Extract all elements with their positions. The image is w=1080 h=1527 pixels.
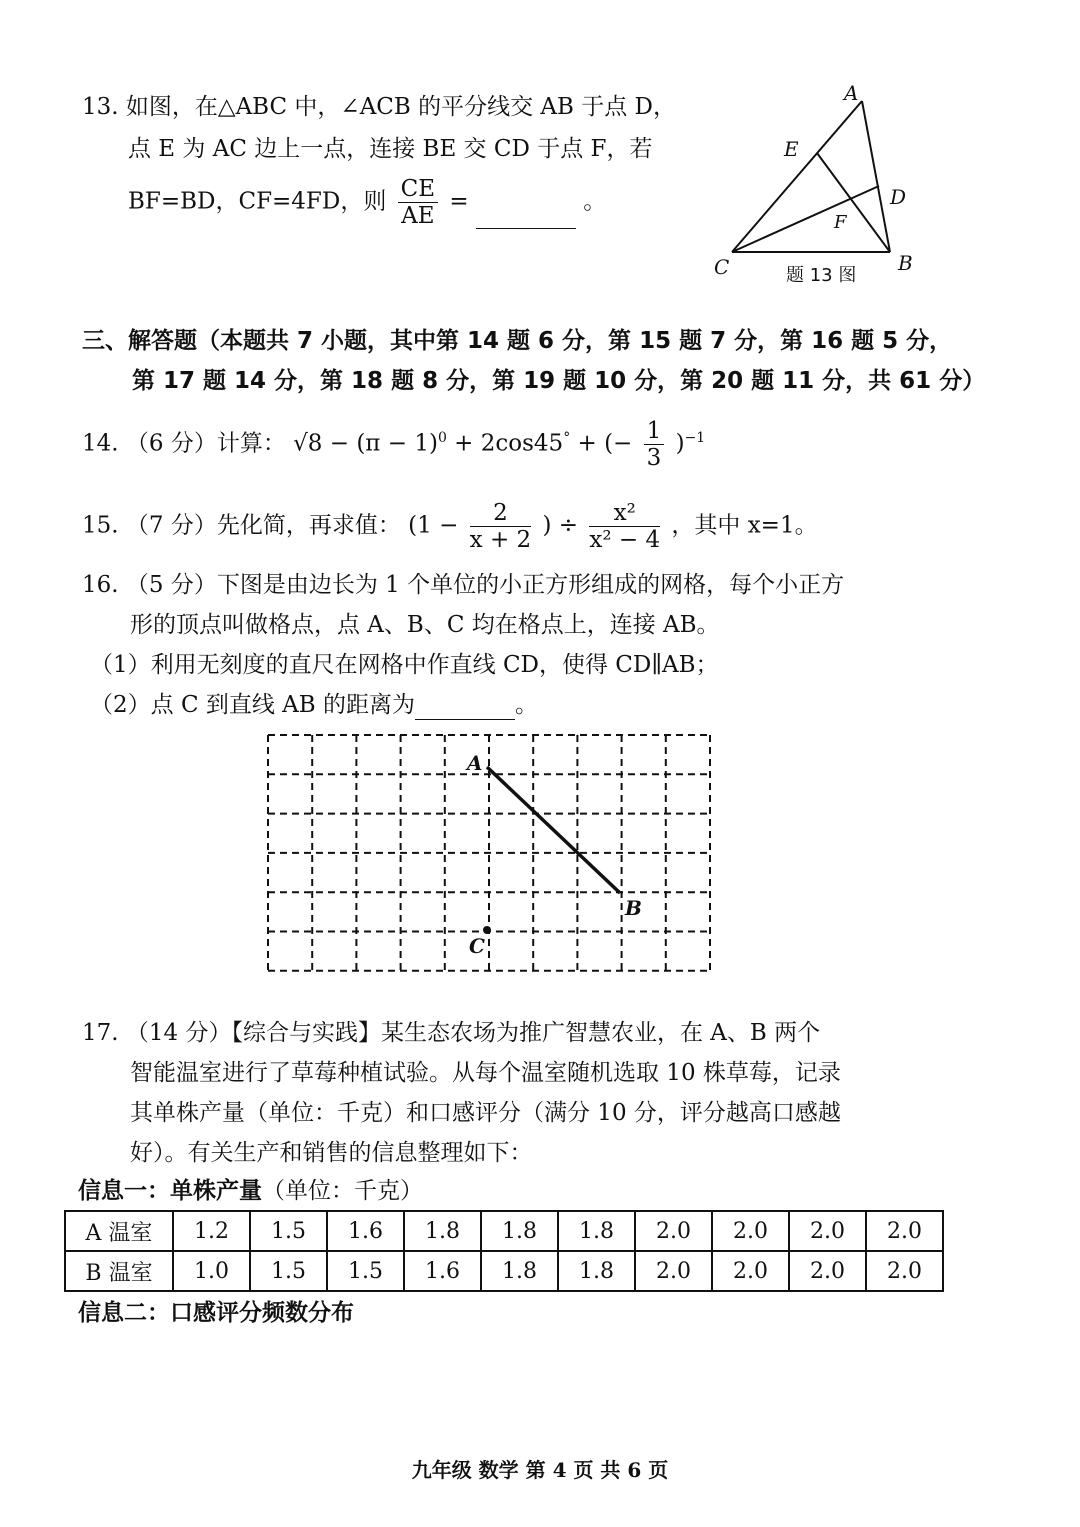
table-cell: 1.8 <box>558 1251 635 1291</box>
table-cell: 1.6 <box>327 1211 404 1251</box>
label-b: B <box>898 251 913 275</box>
q16-grid-figure <box>255 725 725 985</box>
label-a: A <box>844 81 859 105</box>
q15-prefix: 15. （7 分）先化简，再求值： <box>82 512 401 539</box>
segment-be <box>817 153 890 252</box>
label-c: C <box>714 255 730 279</box>
q17-line3: 其单株产量（单位：千克）和口感评分（满分 10 分，评分越高口感越 <box>130 1100 841 1126</box>
q13-condition: BF=BD，CF=4FD，则 <box>128 188 387 215</box>
q13-fraction <box>398 176 438 229</box>
table-cell: 2.0 <box>712 1211 789 1251</box>
info1-unit: （单位：千克） <box>262 1178 423 1204</box>
segment-cd <box>732 186 879 252</box>
table-row <box>65 1211 943 1251</box>
q13-line2: 点 E 为 AC 边上一点，连接 BE 交 CD 于点 F，若 <box>128 136 653 162</box>
q15-frac1-num: 2 <box>470 500 532 527</box>
q14-frac-num: 1 <box>644 418 665 445</box>
q14-exp-neg1: −1 <box>684 429 706 446</box>
table-cell: 1.8 <box>481 1211 558 1251</box>
q14-deg: ° <box>563 429 571 446</box>
table-cell: 1.5 <box>250 1211 327 1251</box>
q15 <box>82 500 818 553</box>
table-cell: 2.0 <box>635 1251 712 1291</box>
q15-suffix: ，其中 x=1。 <box>671 512 818 539</box>
q13-frac-den: AE <box>401 203 435 229</box>
page-footer: 九年级 数学 第 4 页 共 6 页 <box>411 1458 669 1482</box>
table-cell: 2.0 <box>789 1251 866 1291</box>
point-c <box>483 926 491 934</box>
q15-frac1-den: x + 2 <box>469 527 532 553</box>
table-cell: 2.0 <box>712 1251 789 1291</box>
q13-line3 <box>128 176 606 229</box>
side-ab <box>862 101 890 252</box>
table-cell: 1.8 <box>404 1211 481 1251</box>
q14-expr-b: + 2cos45 <box>454 430 564 457</box>
q14-expr-d: ) <box>675 430 685 457</box>
table-row <box>65 1251 943 1291</box>
table-cell: 1.5 <box>250 1251 327 1291</box>
q13-answer-blank[interactable] <box>476 206 576 229</box>
grid-label-c: C <box>469 934 485 958</box>
q13-period: 。 <box>583 188 607 215</box>
grid-label-a: A <box>467 751 483 775</box>
table-cell: 2.0 <box>866 1211 943 1251</box>
q14-fraction <box>644 418 665 471</box>
q16-period: 。 <box>515 692 538 718</box>
q15-frac2-num: x² <box>589 500 660 527</box>
q14-expr-c: + (− <box>577 430 633 457</box>
table-cell: 1.5 <box>327 1251 404 1291</box>
q16-line1: 16. （5 分）下图是由边长为 1 个单位的小正方形组成的网格，每个小正方 <box>82 572 845 598</box>
label-f: F <box>834 212 847 233</box>
q13-equals: = <box>449 188 469 215</box>
q17-info1 <box>78 1176 423 1206</box>
q17-line4: 好）。有关生产和销售的信息整理如下： <box>130 1140 533 1166</box>
q16-part2: （2）点 C 到直线 AB 的距离为 <box>90 692 415 718</box>
q15-expr-b: ) ÷ <box>542 512 579 539</box>
label-e: E <box>784 137 799 161</box>
row-label: B 温室 <box>65 1251 173 1291</box>
q15-expr-a: (1 − <box>408 512 459 539</box>
grid-label-b: B <box>625 896 642 920</box>
q16-line3: （1）利用无刻度的直尺在网格中作直线 CD，使得 CD∥AB； <box>90 652 719 678</box>
table-cell: 1.8 <box>481 1251 558 1291</box>
table-cell: 1.2 <box>173 1211 250 1251</box>
table-cell: 1.6 <box>404 1251 481 1291</box>
q15-fraction-1 <box>470 500 532 553</box>
q13-line1: 13. 如图，在△ABC 中，∠ACB 的平分线交 AB 于点 D， <box>82 94 677 120</box>
q14-prefix: 14. （6 分）计算： <box>82 430 286 457</box>
q16-line4 <box>90 690 538 720</box>
table-cell: 1.0 <box>173 1251 250 1291</box>
label-d: D <box>890 185 907 209</box>
q16-answer-blank[interactable] <box>415 697 515 720</box>
q14 <box>82 418 705 471</box>
q16-line2: 形的顶点叫做格点，点 A、B、C 均在格点上，连接 AB。 <box>130 612 720 638</box>
q13-triangle-figure <box>700 78 940 293</box>
q17-info2: 信息二：口感评分频数分布 <box>78 1300 354 1326</box>
q14-frac-den: 3 <box>646 445 662 471</box>
info1-title: 信息一：单株产量 <box>78 1178 262 1204</box>
section3-line2: 第 17 题 14 分，第 18 题 8 分，第 19 题 10 分，第 20 题 11 分，共 61 分） <box>132 368 986 394</box>
q17-line2: 智能温室进行了草莓种植试验。从每个温室随机选取 10 株草莓，记录 <box>130 1060 841 1086</box>
yield-table <box>64 1210 944 1292</box>
section3-line1: 三、解答题（本题共 7 小题，其中第 14 题 6 分，第 15 题 7 分，第 16 题 5 分， <box>82 328 953 354</box>
table-cell: 2.0 <box>635 1211 712 1251</box>
table-cell: 2.0 <box>789 1211 866 1251</box>
q15-fraction-2 <box>589 500 660 553</box>
q13-frac-num: CE <box>398 176 438 203</box>
q15-frac2-den: x² − 4 <box>589 527 661 553</box>
table-cell: 1.8 <box>558 1211 635 1251</box>
figure-13-caption: 题 13 图 <box>786 265 857 286</box>
table-cell: 2.0 <box>866 1251 943 1291</box>
segment-ab <box>487 767 620 893</box>
q14-expr-a: √8 − (π − 1) <box>293 430 438 457</box>
q14-exp0: 0 <box>437 429 447 446</box>
q17-line1: 17. （14 分）【综合与实践】某生态农场为推广智慧农业，在 A、B 两个 <box>82 1020 821 1046</box>
row-label: A 温室 <box>65 1211 173 1251</box>
